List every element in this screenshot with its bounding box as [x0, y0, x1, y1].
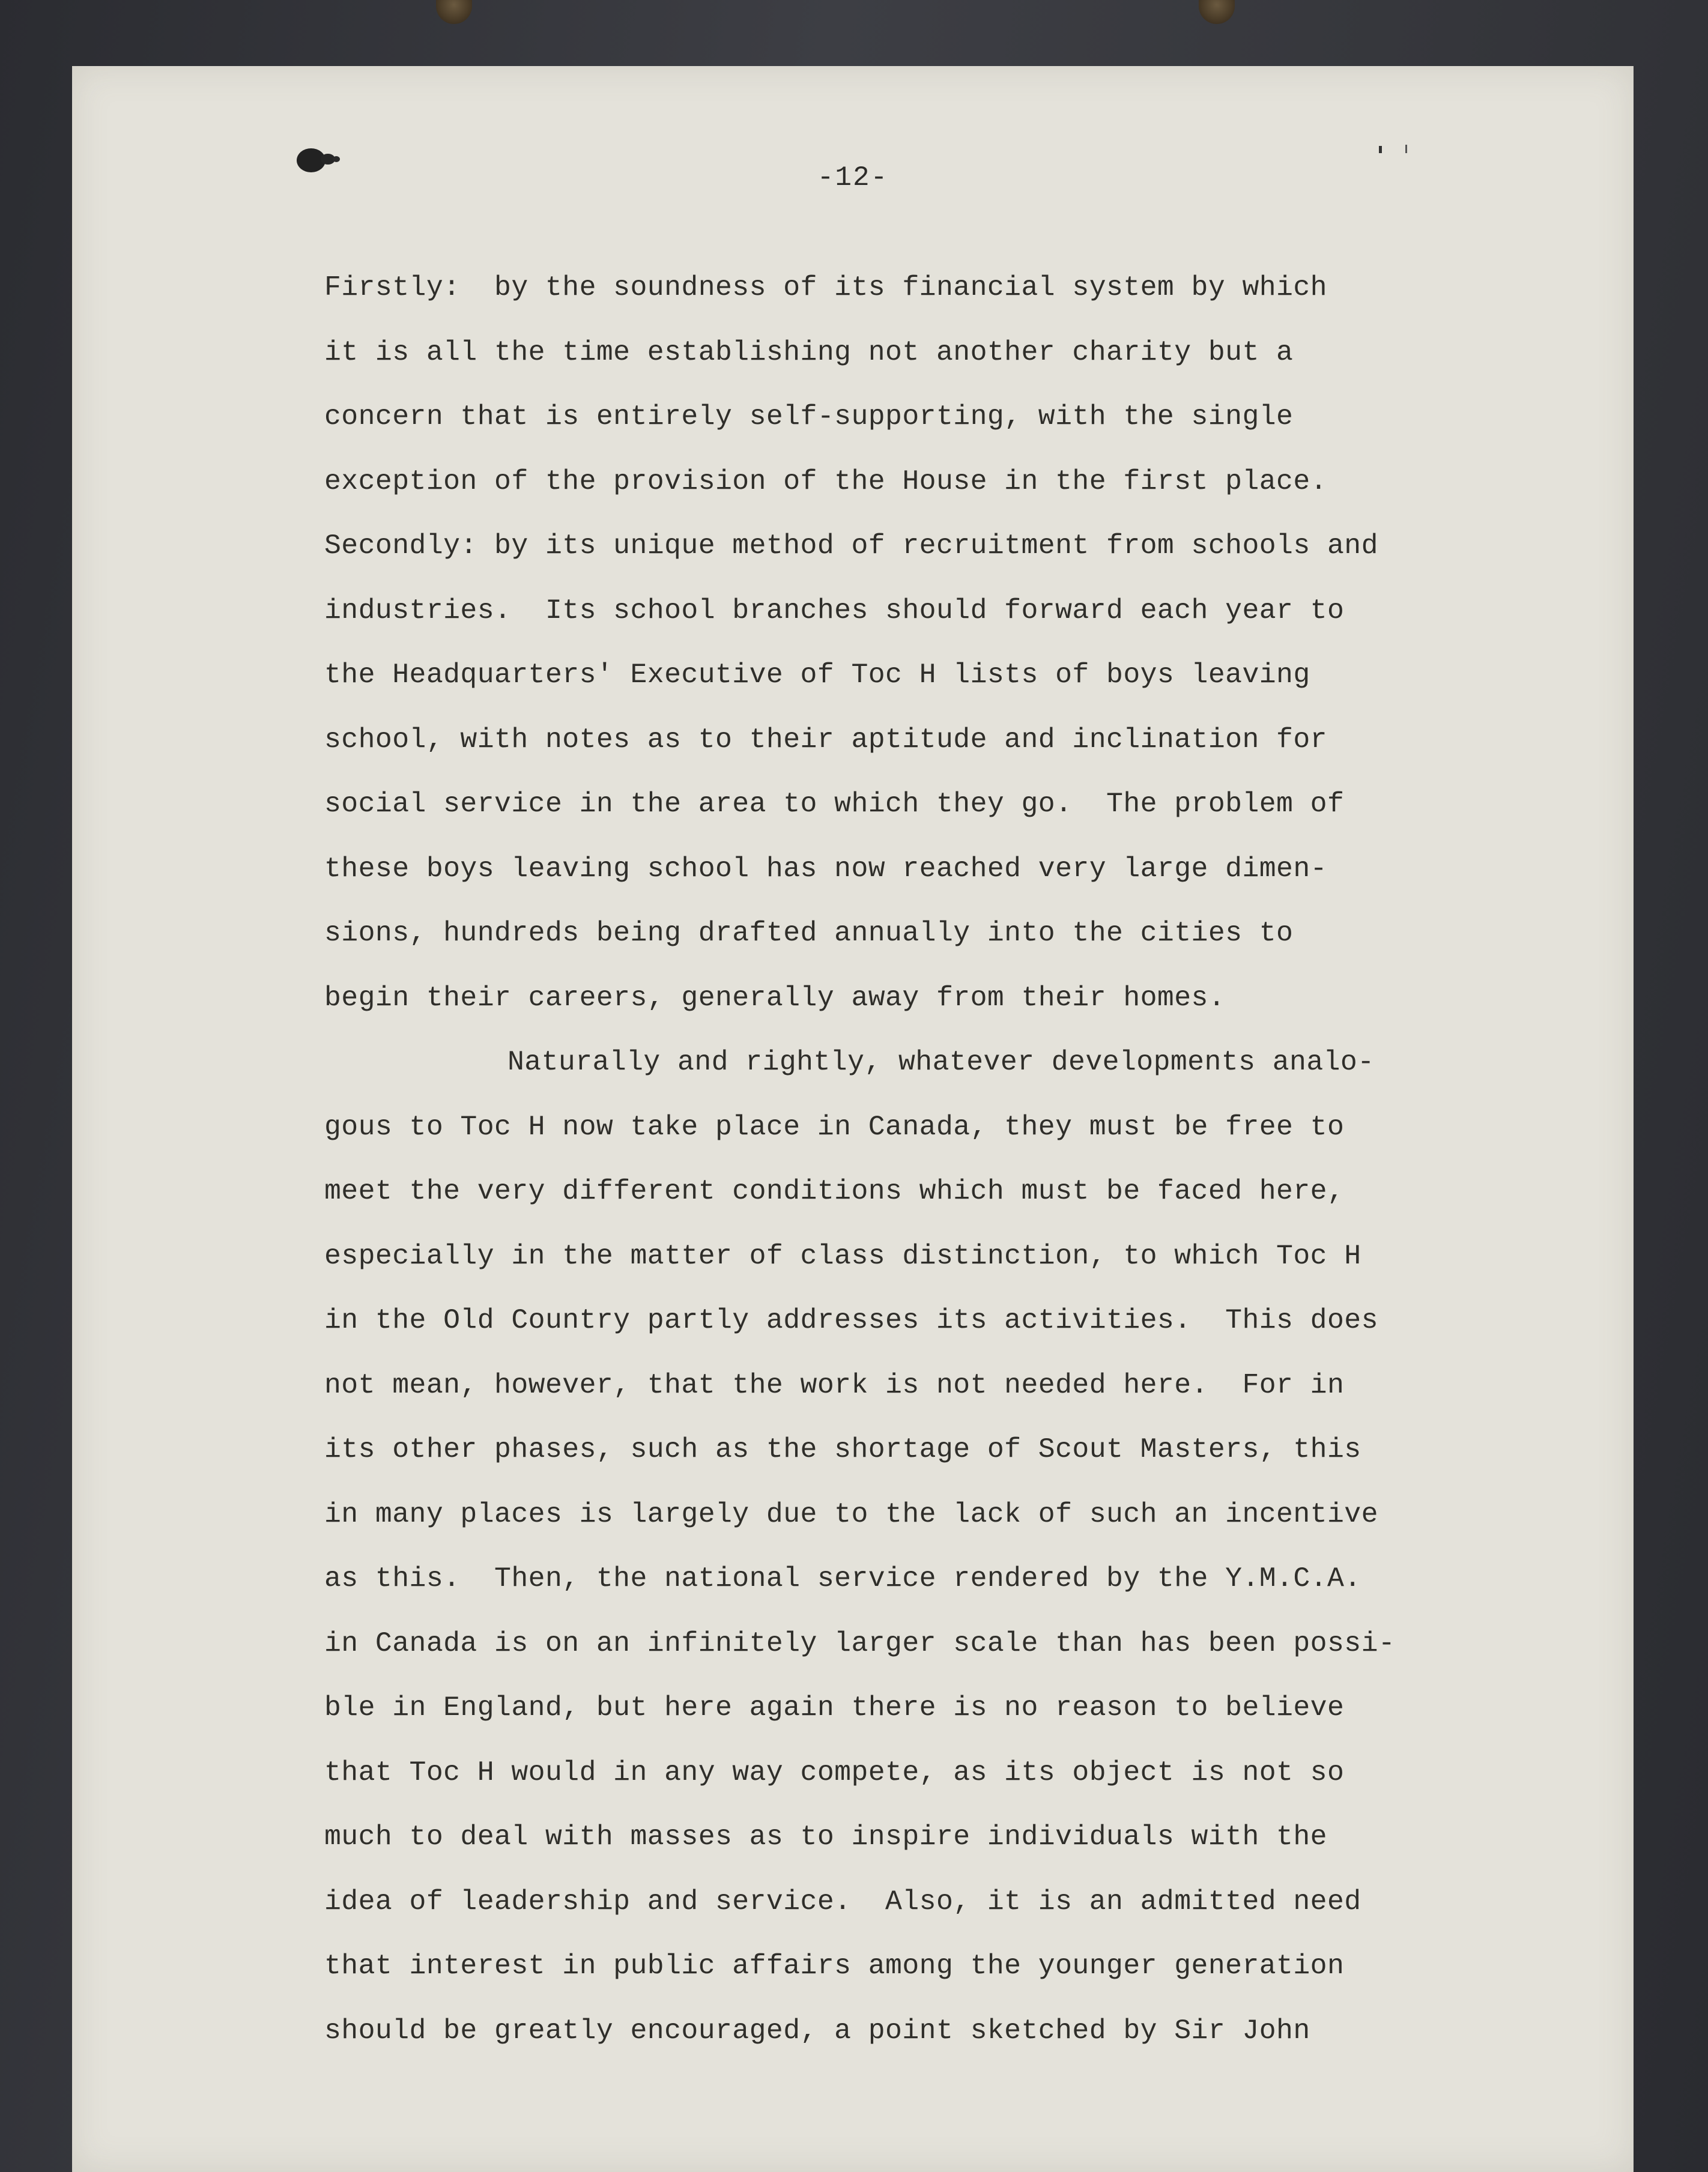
text-line: ble in England, but here again there is no reason to believe — [324, 1692, 1345, 1723]
text-line: that interest in public affairs among the younger generation — [324, 1950, 1345, 1982]
text-line: school, with notes as to their aptitude and inclination for — [324, 723, 1327, 755]
text-line: Firstly: by the soundness of its financial system by which — [324, 271, 1327, 303]
text-line: exception of the provision of the House in the first place. — [324, 465, 1327, 497]
text-line: in Canada is on an infinitely larger scale than has been possi- — [324, 1627, 1396, 1659]
text-line: idea of leadership and service. Also, it is an admitted need — [324, 1885, 1361, 1917]
text-line: it is all the time establishing not another charity but a — [324, 336, 1294, 368]
text-line: industries. Its school branches should forward each year to — [324, 594, 1345, 626]
paragraph-first-line: Naturally and rightly, whatever developments analo- — [507, 1046, 1375, 1078]
text-line: meet the very different conditions which must be faced here, — [324, 1175, 1345, 1207]
text-line: sions, hundreds being drafted annually into the cities to — [324, 917, 1294, 949]
text-line: begin their careers, generally away from their homes. — [324, 981, 1226, 1014]
text-line: that Toc H would in any way compete, as its object is not so — [324, 1756, 1345, 1788]
text-line: not mean, however, that the work is not needed here. For in — [324, 1369, 1345, 1401]
document-page — [72, 66, 1634, 2172]
text-line: as this. Then, the national service rendered by the Y.M.C.A. — [324, 1562, 1361, 1594]
text-line: concern that is entirely self-supporting, with the single — [324, 401, 1294, 432]
text-line: the Headquarters' Executive of Toc H lists of boys leaving — [324, 659, 1310, 691]
text-line: in many places is largely due to the lack of such an incentive — [324, 1498, 1378, 1530]
text-line: these boys leaving school has now reached very large dimen- — [324, 852, 1327, 885]
text-line: much to deal with masses as to inspire individuals with the — [324, 1821, 1327, 1853]
text-line: gous to Toc H now take place in Canada, they must be free to — [324, 1110, 1345, 1143]
typed-text-body — [324, 255, 1597, 2063]
text-line: its other phases, such as the shortage of Scout Masters, this — [324, 1433, 1361, 1465]
text-line: in the Old Country partly addresses its activities. This does — [324, 1304, 1378, 1336]
text-line: Secondly: by its unique method of recruitment from schools and — [324, 530, 1378, 561]
text-line: especially in the matter of class distinction, to which Toc H — [324, 1239, 1361, 1272]
text-line: should be greatly encouraged, a point sketched by Sir John — [324, 2014, 1310, 2046]
edge-mark — [1375, 141, 1411, 159]
page-number: -12- — [817, 162, 889, 193]
text-line: social service in the area to which they go. The problem of — [324, 788, 1345, 820]
